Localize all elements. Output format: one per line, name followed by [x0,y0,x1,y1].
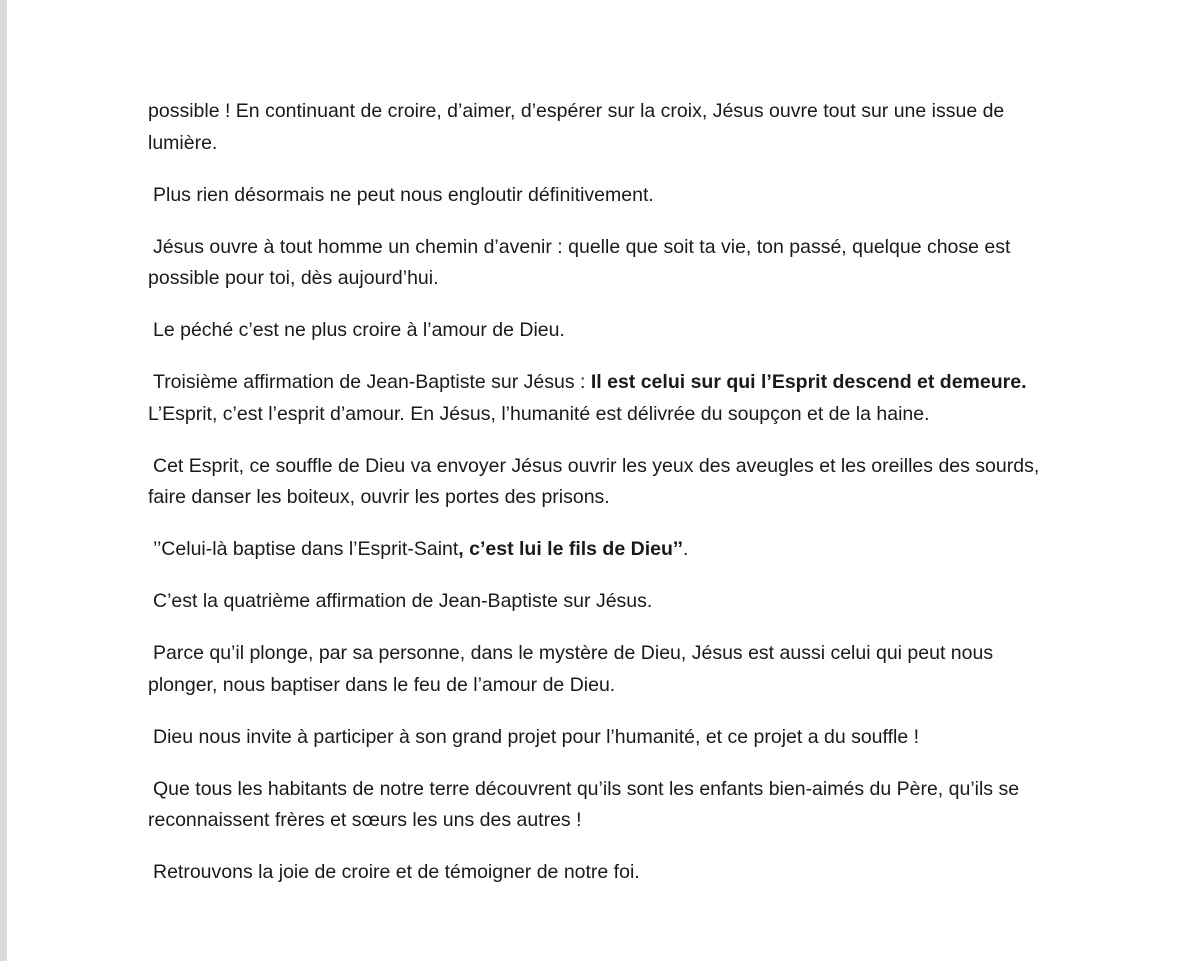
bold-text: , c’est lui le fils de Dieu’’ [458,538,683,560]
paragraph-line: C’est la quatrième affirmation de Jean-Baptiste sur Jésus. [153,590,653,612]
paragraph-12 [148,857,1078,889]
paragraph-line: faire danser les boiteux, ouvrir les portes des prisons. [148,486,610,508]
paragraph-line: plonger, nous baptiser dans le feu de l’amour de Dieu. [148,673,616,696]
paragraph-line: Jésus ouvre à tout homme un chemin d’avenir : quelle que soit ta vie, ton passé, quelque chose est [153,235,1011,258]
paragraph-4 [148,315,1078,347]
paragraph-3 [148,232,1078,295]
paragraph-line: lumière. [148,131,218,154]
paragraph-10 [148,722,1078,754]
paragraph-line: Que tous les habitants de notre terre découvrent qu’ils sont les enfants bien-aimés du Père, qu’ils se [153,777,1020,800]
paragraph-9 [148,638,1078,701]
paragraph-line: possible pour toi, dès aujourd’hui. [148,267,439,289]
paragraph-11 [148,774,1078,837]
document-body [148,96,1078,909]
paragraph-5 [148,367,1078,430]
paragraph-line: Retrouvons la joie de croire et de témoigner de notre foi. [153,861,640,883]
paragraph-line: Dieu nous invite à participer à son grand projet pour l’humanité, et ce projet a du souffle ! [153,725,920,748]
paragraph-6 [148,451,1078,514]
bold-text: Il est celui sur qui l’Esprit descend et demeure. [590,371,1027,393]
paragraph-2 [148,180,1078,212]
paragraph-line: possible ! En continuant de croire, d’aimer, d’espérer sur la croix, Jésus ouvre tout sur une issue de [148,100,1005,122]
paragraph-line: L’Esprit, c’est l’esprit d’amour. En Jésus, l’humanité est délivrée du soupçon et de la haine. [148,402,930,425]
paragraph-8 [148,586,1078,618]
paragraph-line: Plus rien désormais ne peut nous engloutir définitivement. [153,183,654,206]
paragraph-text: Troisième affirmation de Jean-Baptiste sur Jésus : [153,371,591,393]
paragraph-text: ’’Celui-là baptise dans l’Esprit-Saint [153,538,459,560]
paragraph-line: Parce qu’il plonge, par sa personne, dans le mystère de Dieu, Jésus est aussi celui qui peut nous [153,642,994,664]
paragraph-1 [148,96,1078,159]
paragraph-text: . [682,538,689,560]
paragraph-line: Le péché c’est ne plus croire à l’amour de Dieu. [153,319,565,341]
paragraph-line: Cet Esprit, ce souffle de Dieu va envoyer Jésus ouvrir les yeux des aveugles et les oreilles des sourds, [153,454,1040,477]
paragraph-line: reconnaissent frères et sœurs les uns des autres ! [148,809,582,831]
paragraph-7 [148,534,1078,566]
